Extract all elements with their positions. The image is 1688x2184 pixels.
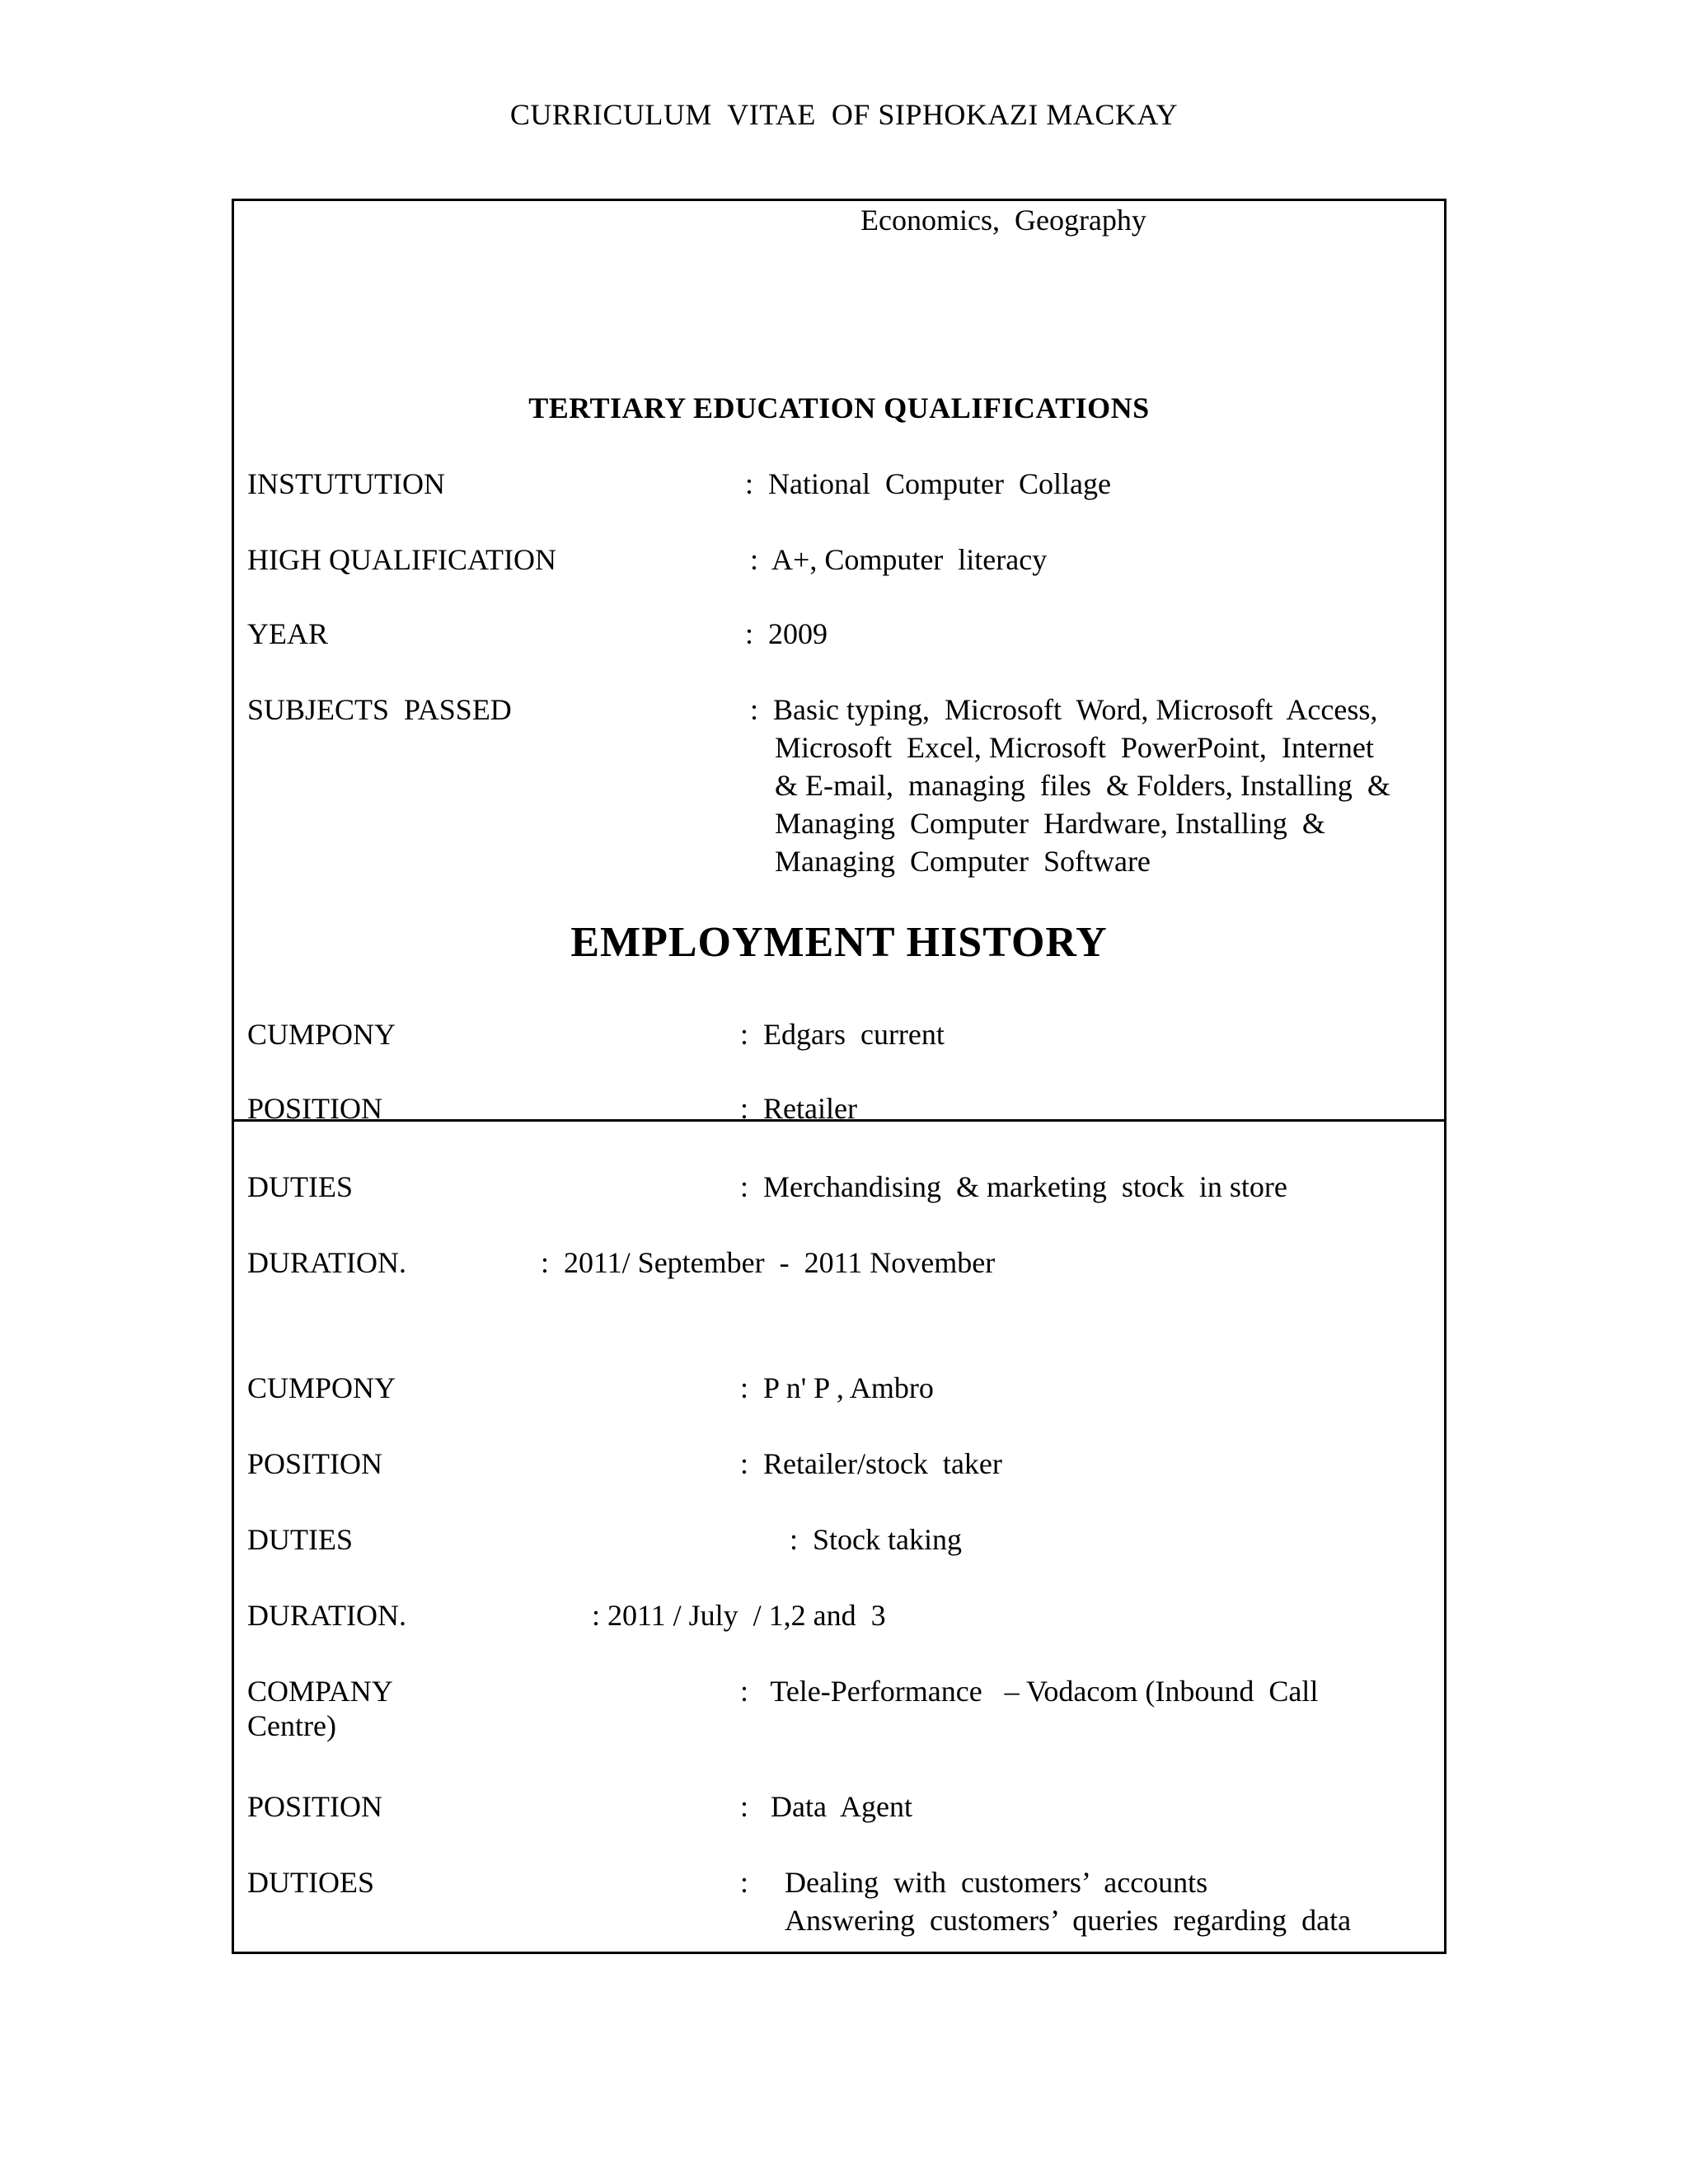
cv-content-box-lower [232,1122,1447,1954]
job3-duties-label: DUTIOES [247,1866,374,1899]
job2-duties-value: : Stock taking [790,1523,962,1556]
subjects-line: & E-mail, managing files & Folders, Installing & [775,769,1390,802]
job2-position-label: POSITION [247,1447,383,1480]
job3-position-value: : Data Agent [740,1790,912,1823]
institution-value: : National Computer Collage [745,467,1111,500]
tertiary-education-heading: TERTIARY EDUCATION QUALIFICATIONS [528,391,1150,424]
subjects-list [750,691,1390,880]
job1-position-label: POSITION [247,1092,383,1125]
job3-duties-line: Answering customers’ queries regarding data [785,1904,1352,1937]
subjects-line: Managing Computer Hardware, Installing & [775,807,1325,840]
job3-company-value: : Tele-Performance – Vodacom (Inbound Call [740,1675,1319,1708]
job2-position-value: : Retailer/stock taker [740,1447,1002,1480]
subjects-line: Microsoft Excel, Microsoft PowerPoint, Internet [775,731,1374,764]
year-value: : 2009 [745,617,828,650]
continued-subjects: Economics, Geography [860,204,1146,237]
job3-duties-colon: : [740,1866,749,1899]
job3-company-wrap: Centre) [247,1709,336,1742]
job2-company-value: : P n' P , Ambro [740,1371,934,1404]
cv-content-box [232,199,1447,1125]
subjects-line: : Basic typing, Microsoft Word, Microsoft Access, [750,693,1378,726]
job3-position-label: POSITION [247,1790,383,1823]
job1-duties-value: : Merchandising & marketing stock in store [740,1170,1287,1203]
institution-label: INSTUTUTION [247,467,445,500]
year-label: YEAR [247,617,328,650]
subjects-label: SUBJECTS PASSED [247,693,512,726]
job3-duties-line: Dealing with customers’ accounts [785,1866,1208,1899]
job1-duration-value: : 2011/ September - 2011 November [541,1246,996,1279]
employment-history-heading: EMPLOYMENT HISTORY [570,919,1108,966]
qualification-label: HIGH QUALIFICATION [247,543,556,576]
job2-duration-label: DURATION. [247,1599,406,1632]
subjects-line: Managing Computer Software [775,845,1151,878]
job1-duration-label: DURATION. [247,1246,406,1279]
job3-duties-list [785,1863,1351,1939]
page-title: CURRICULUM VITAE OF SIPHOKAZI MACKAY [509,98,1179,131]
job1-company-label: CUMPONY [247,1018,396,1051]
job3-company-label: COMPANY [247,1675,393,1708]
job2-duration-value: : 2011 / July / 1,2 and 3 [592,1599,886,1632]
job1-company-value: : Edgars current [740,1018,945,1051]
job2-duties-label: DUTIES [247,1523,353,1556]
qualification-value: : A+, Computer literacy [750,543,1048,576]
job2-company-label: CUMPONY [247,1371,396,1404]
job1-position-value: : Retailer [740,1092,857,1125]
job1-duties-label: DUTIES [247,1170,353,1203]
